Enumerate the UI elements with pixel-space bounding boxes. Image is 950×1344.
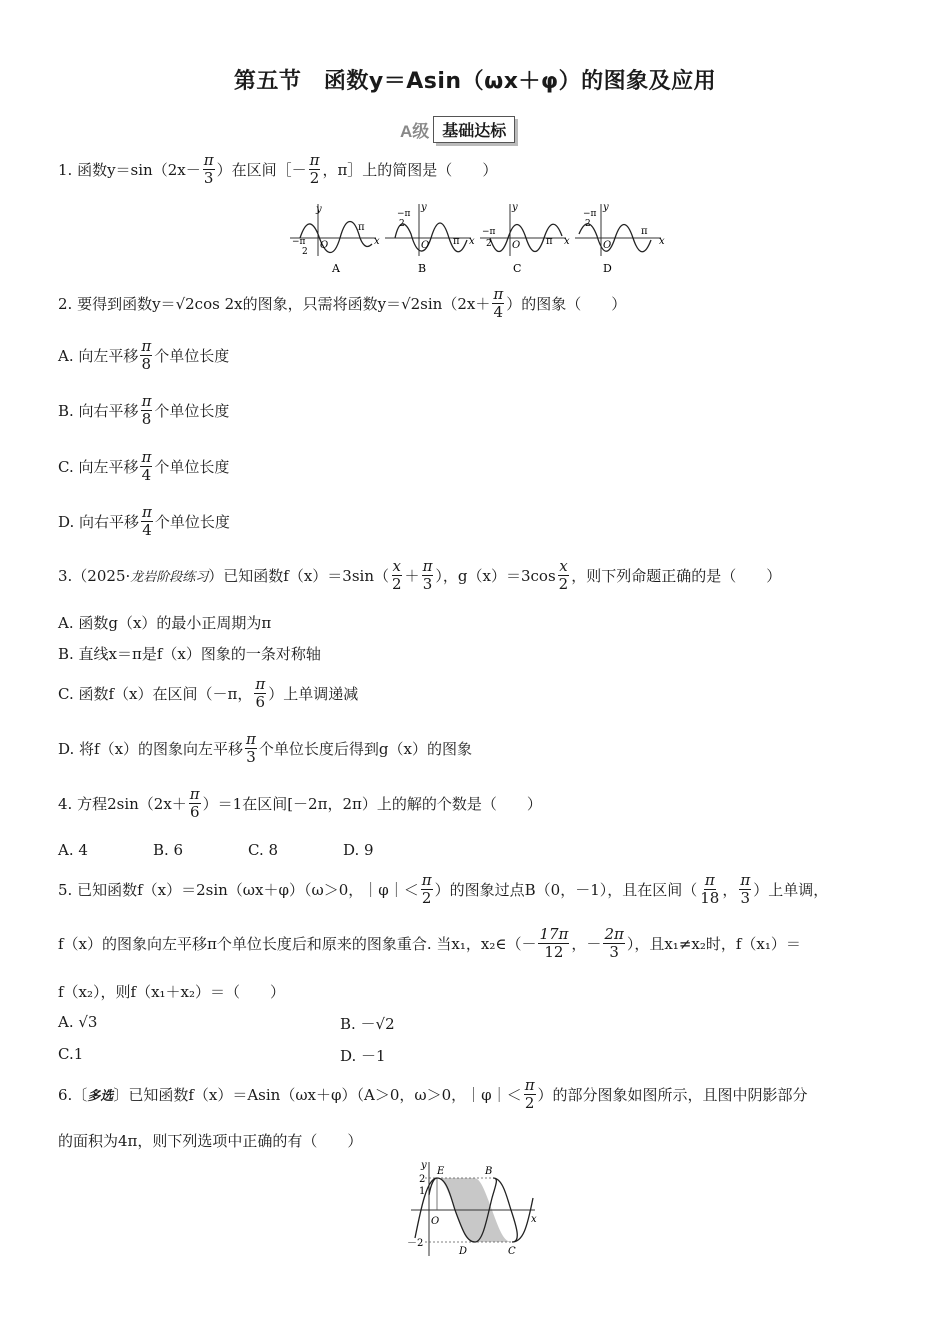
svg-text:－2: －2 [407, 1238, 424, 1249]
svg-text:π: π [453, 236, 460, 247]
svg-text:x: x [374, 236, 380, 247]
q3-stem: 3.（2025· 龙岩阶段练习 ）已知函数f（x）＝3sin（ $\frac{x}{2}$ ＋ $\frac{\pi}{3}$ ），g（x）＝3cos $\frac{x}{2}$ ，则下列命题正确的是（ ） [58, 557, 782, 593]
q1-text-b: ）在区间［－ [216, 161, 307, 179]
svg-text:O: O [603, 240, 612, 251]
svg-text:O: O [431, 1216, 440, 1227]
q1-text-a: 1. 函数y＝sin（2x－ [58, 161, 201, 179]
q1-label-c: C [513, 262, 522, 275]
q5-option-c: C.1 [58, 1045, 84, 1063]
q5-option-b: B. －√2 [340, 1015, 395, 1033]
q5-line1: 5. 已知函数f（x）＝2sin（ωx＋φ）（ω＞0，｜φ｜＜ $\frac{\pi}{2}$ ）的图象过点B（0，－1），且在区间（ $\frac{\pi}{18}$ ， $\frac{\pi}{3}$ ）上单调， [58, 871, 829, 907]
q1-graph-b [385, 202, 475, 275]
svg-text:y: y [421, 1160, 427, 1171]
svg-text:−π: −π [397, 209, 411, 219]
q1-graphs [288, 198, 668, 280]
svg-text:x: x [659, 236, 665, 247]
q5-option-d: D. －1 [340, 1047, 386, 1065]
q3-option-d: D. 将f（x）的图象向左平移 $\frac{\pi}{3}$ 个单位长度后得到g（x）的图象 [58, 730, 472, 766]
svg-text:y: y [512, 202, 518, 213]
q1-label-d: D [603, 262, 612, 275]
q2-text-c: sin（2x＋ [420, 295, 491, 313]
svg-text:2: 2 [419, 1174, 426, 1185]
q6-line1: 6.〔 多选 〕已知函数f（x）＝Asin（ωx＋φ）（A＞0，ω＞0，｜φ｜＜ $\frac{\pi}{2}$ ）的部分图象如图所示，且图中阴影部分 [58, 1076, 808, 1112]
level-badge [400, 116, 515, 142]
svg-text:y: y [421, 202, 427, 213]
q1-graph-c [480, 202, 570, 275]
q2-frac: $\frac{\pi}{4}$ [493, 285, 504, 321]
svg-text:O: O [421, 240, 430, 251]
q3-option-c: C. 函数f（x）在区间（－π， $\frac{\pi}{6}$ ）上单调递减 [58, 675, 359, 711]
q6-line2: 的面积为4π，则下列选项中正确的有（ ） [58, 1132, 363, 1150]
q2-text-b: cos 2x的图象，只需将函数y＝ [194, 295, 402, 313]
q1-label-a: A [332, 262, 340, 275]
q2-stem [58, 286, 626, 321]
svg-text:2: 2 [399, 219, 405, 229]
q2-text-a: 2. 要得到函数y＝ [58, 295, 176, 313]
level-label: 基础达标 [433, 116, 515, 143]
svg-text:π: π [546, 236, 553, 247]
svg-text:O: O [512, 240, 521, 251]
q1-frac1: $\frac{\pi}{3}$ [203, 151, 214, 187]
q2-root-2: √2 [401, 294, 421, 313]
q2-option-c: C. 向左平移 $\frac{\pi}{4}$ 个单位长度 [58, 448, 230, 484]
svg-text:x: x [564, 236, 570, 247]
svg-text:π: π [641, 226, 648, 237]
svg-text:2: 2 [302, 247, 308, 257]
page-title: 第五节 函数y＝Asin（ωx＋φ）的图象及应用 [233, 69, 717, 94]
svg-text:−π: −π [482, 227, 496, 237]
q4-option-a: A. 4 [58, 841, 88, 859]
svg-text:y: y [316, 204, 322, 215]
svg-text:2: 2 [585, 219, 591, 229]
q1-text-c: ，π］上的简图是（ ） [322, 161, 498, 179]
q1-frac2: $\frac{\pi}{2}$ [309, 151, 320, 187]
q2-root-1: √2 [175, 294, 195, 313]
q4-stem: 4. 方程2sin（2x＋ $\frac{\pi}{6}$ ）＝1在区间[－2π，2π）上的解的个数是（ ） [58, 785, 542, 821]
svg-text:C: C [508, 1246, 516, 1257]
svg-text:x: x [469, 236, 475, 247]
q1-graph-a [290, 204, 380, 275]
q3-option-a: A. 函数g（x）的最小正周期为π [58, 614, 272, 632]
q1-label-b: B [418, 262, 427, 275]
svg-text:B: B [485, 1166, 493, 1177]
svg-text:D: D [459, 1246, 468, 1257]
q6-multi-tag: 多选 [87, 1089, 114, 1104]
q4-option-b: B. 6 [153, 841, 184, 859]
q5-option-a: A. √3 [58, 1013, 98, 1031]
svg-text:π: π [358, 222, 365, 233]
svg-text:1: 1 [419, 1186, 426, 1197]
q4-option-c: C. 8 [248, 841, 279, 859]
q2-option-a: A. 向左平移 $\frac{\pi}{8}$ 个单位长度 [58, 337, 230, 373]
q2-text-d: ）的图象（ ） [506, 295, 627, 313]
svg-text:E: E [437, 1166, 445, 1177]
q5-line2: f（x）的图象向左平移π个单位长度后和原来的图象重合. 当x₁，x₂∈（－ $\frac{17\pi}{12}$ ，－ $\frac{2\pi}{3}$ ），且x₁≠x₂时，f（x₁）＝ [58, 925, 801, 961]
q1-stem [58, 152, 497, 187]
svg-text:x: x [531, 1214, 537, 1225]
q6-graph [405, 1158, 545, 1260]
svg-text:−π: −π [583, 209, 597, 219]
q3-source-tag: 龙岩阶段练习 [130, 570, 209, 585]
q4-options [58, 841, 374, 859]
q1-graph-d [575, 202, 665, 275]
q4-option-d: D. 9 [343, 841, 374, 859]
svg-text:y: y [603, 202, 609, 213]
svg-text:−π: −π [292, 237, 306, 247]
svg-text:2: 2 [486, 239, 492, 249]
q2-option-d: D. 向右平移 $\frac{\pi}{4}$ 个单位长度 [58, 503, 230, 539]
q3-option-b: B. 直线x＝π是f（x）图象的一条对称轴 [58, 645, 321, 663]
level-prefix: A级 [400, 121, 430, 141]
q2-option-b: B. 向右平移 $\frac{\pi}{8}$ 个单位长度 [58, 392, 230, 428]
q5-line3: f（x₂），则f（x₁＋x₂）＝（ ） [58, 983, 286, 1001]
svg-text:O: O [320, 240, 329, 251]
